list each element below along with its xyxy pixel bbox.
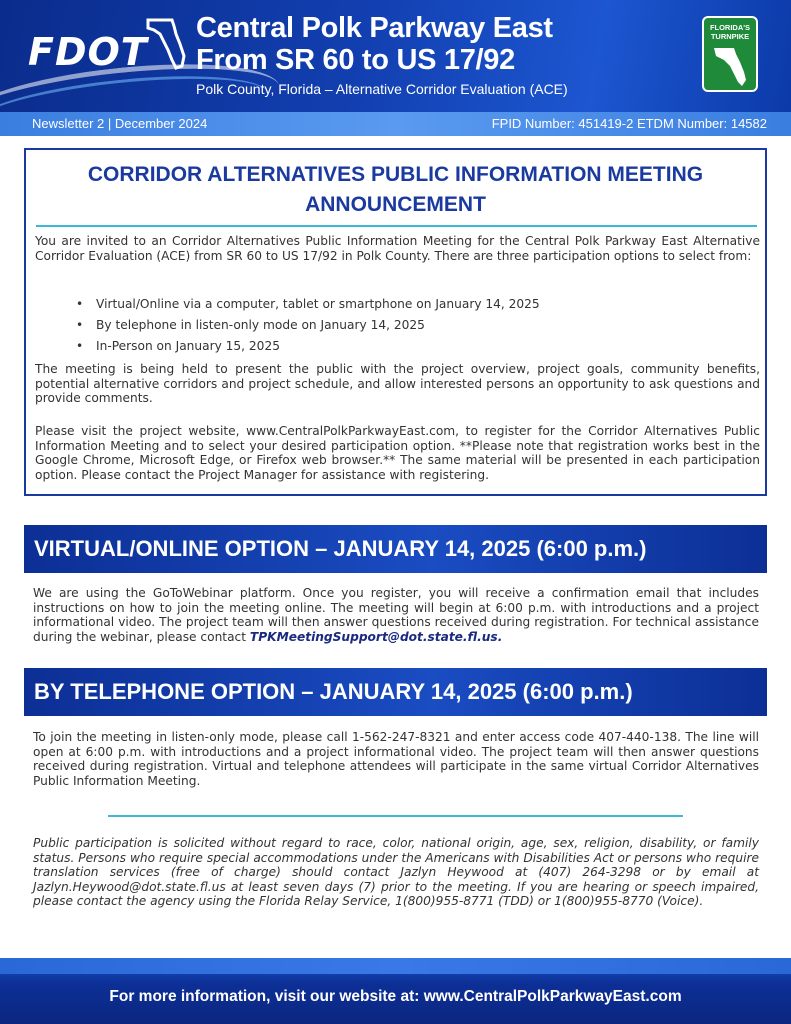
virtual-option-heading: VIRTUAL/ONLINE OPTION – JANUARY 14, 2025 (6:00 p.m.) xyxy=(34,536,647,561)
participation-options-list xyxy=(76,294,756,357)
turnpike-logo-text: FLORIDA'S TURNPIKE xyxy=(709,23,751,41)
telephone-option-banner xyxy=(24,668,767,716)
registration-instructions: Please visit the project website, www.CentralPolkParkwayEast.com, to register for the Corridor Alternatives Public Information Meeting and to select your desired participation option. **Please note that registration works best in the Google Chrome, Microsoft Edge, or Firefox web browser.** The same material will be presented in each participation option. Please contact the Project Manager for assistance with registering. xyxy=(35,424,760,482)
telephone-option-heading: BY TELEPHONE OPTION – JANUARY 14, 2025 (6:00 p.m.) xyxy=(34,679,633,704)
meeting-announcement-box xyxy=(24,148,767,496)
project-title-line2: From SR 60 to US 17/92 xyxy=(196,44,515,76)
footer-wave xyxy=(0,958,791,974)
participation-option: • Virtual/Online via a computer, tablet or smartphone on January 14, 2025 xyxy=(76,294,756,315)
fdot-logo xyxy=(28,22,188,92)
florida-shape-icon xyxy=(712,46,750,88)
fdot-logo-text: FDOT xyxy=(28,30,148,74)
meeting-purpose: The meeting is being held to present the public with the project overview, project goals, community benefits, potential alternative corridors and project schedule, and allow interested persons an opportunity to ask questions and provide comments. xyxy=(35,362,760,405)
virtual-option-banner xyxy=(24,525,767,573)
project-subtitle: Polk County, Florida – Alternative Corridor Evaluation (ACE) xyxy=(196,81,568,97)
announcement-intro: You are invited to an Corridor Alternatives Public Information Meeting for the Central Polk Parkway East Alternative Corridor Evaluation (ACE) from SR 60 to US 17/92 in Polk County. There are three participation options to select from: xyxy=(35,234,760,263)
participation-option: • By telephone in listen-only mode on January 14, 2025 xyxy=(76,315,756,336)
newsletter-footer xyxy=(0,958,791,1024)
title-vi-disclaimer: Public participation is solicited without regard to race, color, national origin, age, sex, religion, disability, or family status. Persons who require special accommodations under the Americans with Disabilities Act or persons who require translation services (free of charge) should contact Jazlyn Heywood at (407) 264-3298 or by email at Jazlyn.Heywood@dot.state.fl.us at least seven days (7) prior to the meeting. If you are hearing or speech impaired, please contact the agency using the Florida Relay Service, 1(800)955-8771 (TDD) or 1(800)955-8770 (Voice). xyxy=(33,836,759,908)
announcement-divider xyxy=(36,225,757,227)
virtual-option-text: We are using the GoToWebinar platform. Once you register, you will receive a confirmation email that includes instructions on how to join the meeting online. The meeting will begin at 6:00 p.m. with introductions and a project informational video. The project team will then answer questions received during registration. For technical assistance during the webinar, please contact xyxy=(33,586,759,644)
newsletter-issue: Newsletter 2 | December 2024 xyxy=(32,116,208,131)
telephone-option-body: To join the meeting in listen-only mode, please call 1-562-247-8321 and enter access code 407-440-138. The line will open at 6:00 p.m. with introductions and a project informational video. The project team will then answer questions received during registration. Virtual and telephone attendees will participate in the same virtual Corridor Alternatives Public Information Meeting. xyxy=(33,730,759,788)
participation-option: • In-Person on January 15, 2025 xyxy=(76,336,756,357)
newsletter-header xyxy=(0,0,791,112)
newsletter-meta-bar xyxy=(0,112,791,136)
florida-turnpike-logo xyxy=(702,16,758,92)
florida-outline-icon xyxy=(146,16,186,72)
section-divider xyxy=(108,815,683,817)
project-title-line1: Central Polk Parkway East xyxy=(196,12,553,44)
project-numbers: FPID Number: 451419-2 ETDM Number: 14582 xyxy=(491,116,767,131)
announcement-title: CORRIDOR ALTERNATIVES PUBLIC INFORMATION MEETING ANNOUNCEMENT xyxy=(87,163,704,216)
virtual-option-body xyxy=(33,586,759,644)
support-email-link[interactable]: TPKMeetingSupport@dot.state.fl.us. xyxy=(249,629,503,644)
footer-website-text[interactable]: For more information, visit our website at: www.CentralPolkParkwayEast.com xyxy=(109,988,682,1005)
